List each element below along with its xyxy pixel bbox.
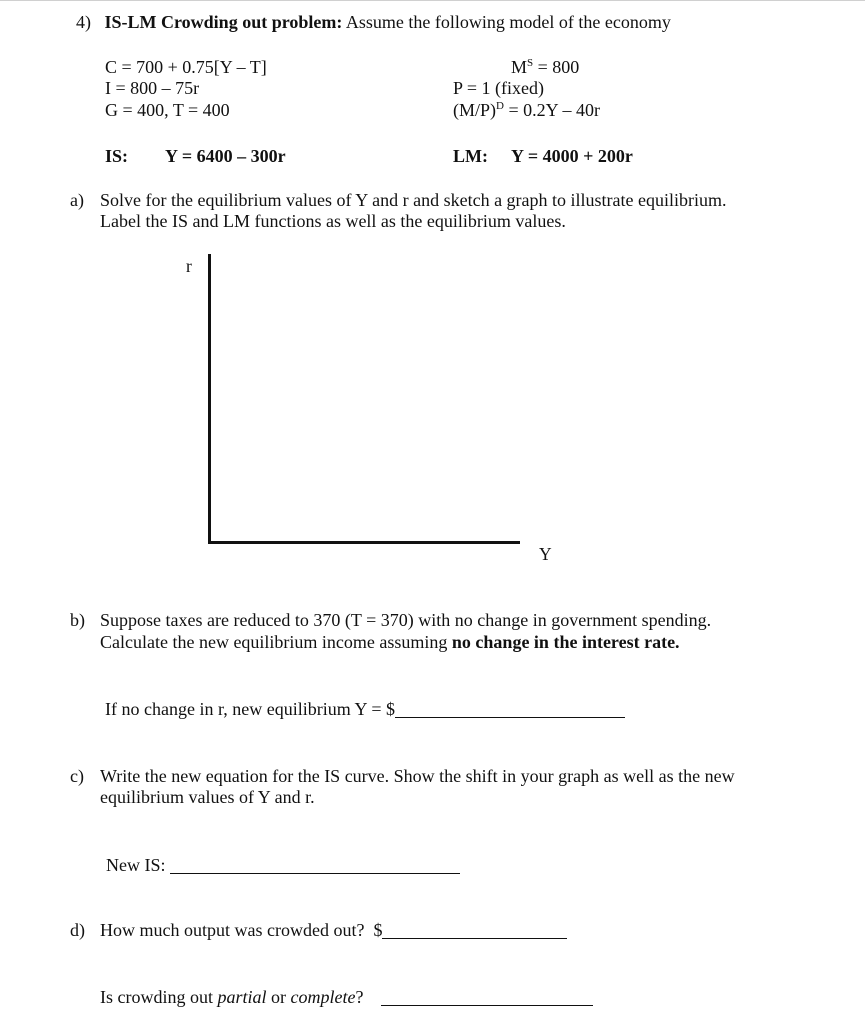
part-c-answer-line [106, 856, 460, 874]
problem-title: IS-LM Crowding out problem: [104, 12, 343, 32]
part-d-answer-blank[interactable] [382, 921, 567, 939]
lm-label: LM: [453, 146, 488, 166]
consumption-equation: C = 700 + 0.75[Y – T] [105, 57, 267, 77]
part-c-answer-blank[interactable] [170, 856, 460, 874]
part-d-followup-blank[interactable] [381, 988, 593, 1006]
part-d-question: How much output was crowded out? [100, 920, 365, 940]
part-d-question-line: How much output was crowded out? $ [100, 921, 567, 939]
part-d-followup-line: Is crowding out partial or complete? [100, 988, 593, 1006]
page-top-border [0, 0, 865, 1]
graph-y-axis-label: r [186, 256, 192, 276]
part-b-answer-blank[interactable] [395, 700, 625, 718]
graph-y-axis [208, 254, 211, 544]
problem-intro: Assume the following model of the economy [345, 12, 671, 32]
part-b-label: b) [70, 610, 85, 630]
part-a-label: a) [70, 190, 84, 210]
problem-heading [76, 13, 671, 31]
money-demand-equation: $(M/P)^D = 0.2Y - 40r$ [453, 100, 600, 120]
price-level-equation: P = 1 (fixed) [453, 78, 544, 98]
part-b-line1: Suppose taxes are reduced to 370 (T = 370) with no change in government spending. [100, 610, 712, 630]
government-tax-equation: G = 400, T = 400 [105, 100, 230, 120]
graph-x-axis [208, 541, 520, 544]
part-c-line1: Write the new equation for the IS curve. Show the shift in your graph as well as the new [100, 766, 735, 786]
money-supply-equation: $M^S = 800$ [511, 57, 580, 77]
lm-equation: Y = 4000 + 200r [511, 146, 633, 166]
problem-number: 4) [76, 12, 91, 32]
part-b-answer-prompt: If no change in r, new equilibrium Y = $ [105, 699, 396, 719]
is-equation: Y = 6400 – 300r [165, 146, 286, 166]
part-b-answer-line [105, 700, 625, 718]
part-a-line2: Label the IS and LM functions as well as the equilibrium values. [100, 211, 566, 231]
part-b-line2: Calculate the new equilibrium income assuming no change in the interest rate. [100, 632, 680, 652]
investment-equation: I = 800 – 75r [105, 78, 200, 98]
part-d-label: d) [70, 920, 85, 940]
graph-x-axis-label: Y [539, 544, 552, 564]
part-c-line2: equilibrium values of Y and r. [100, 787, 315, 807]
part-c-answer-prompt: New IS: [106, 855, 166, 875]
is-label: IS: [105, 146, 129, 166]
part-a-line1: Solve for the equilibrium values of Y and r and sketch a graph to illustrate equilibrium. [100, 190, 727, 210]
part-c-label: c) [70, 766, 84, 786]
